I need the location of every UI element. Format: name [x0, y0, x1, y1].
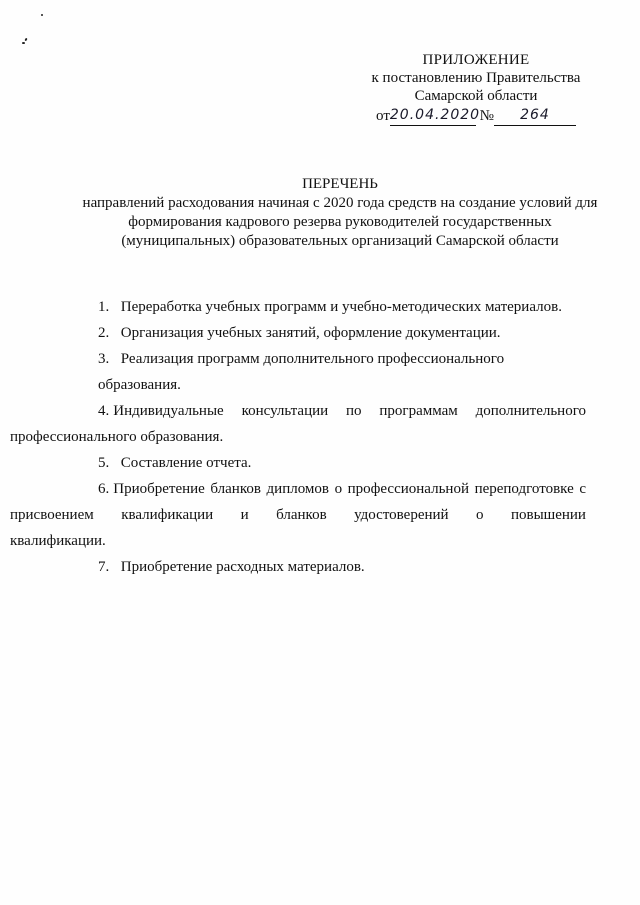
- heading-title: ПЕРЕЧЕНЬ: [302, 176, 378, 192]
- item-first-line: [98, 476, 586, 502]
- word: о: [476, 507, 484, 523]
- list-item: [98, 450, 586, 476]
- item-text-second: [10, 502, 586, 528]
- item-text-first: [113, 398, 586, 424]
- date-field: [389, 107, 481, 126]
- attachment-line-2: Самарской области: [414, 88, 538, 104]
- list-item: [10, 476, 586, 554]
- item-number: 6.: [98, 481, 110, 497]
- list-item: [98, 554, 586, 580]
- list-item: [98, 346, 586, 398]
- item-number: 2.: [98, 325, 110, 341]
- number-field: [494, 107, 576, 126]
- scan-speck: [24, 38, 27, 42]
- word: консультации: [241, 403, 329, 419]
- handwritten-number: 264: [520, 107, 550, 123]
- item-number: 3.: [98, 351, 110, 367]
- from-prefix: от: [376, 108, 390, 124]
- word: о: [334, 481, 343, 497]
- scan-speck: [41, 14, 43, 16]
- list-item: [10, 398, 586, 450]
- attachment-title: ПРИЛОЖЕНИЕ: [422, 52, 530, 68]
- heading-line-3: (муниципальных) образовательных организаций Самарской области: [121, 233, 559, 249]
- item-text-continuation: квалификации.: [10, 533, 106, 549]
- item-text-first: [113, 476, 586, 502]
- word: и: [240, 507, 249, 523]
- word: переподготовке: [474, 481, 574, 497]
- item-text: Реализация программ дополнительного профессионального образования.: [98, 351, 505, 393]
- word: повышении: [510, 507, 586, 523]
- word: с: [579, 481, 586, 497]
- word: квалификации: [121, 507, 214, 523]
- list-item: [98, 294, 586, 320]
- item-text: Переработка учебных программ и учебно-методических материалов.: [120, 299, 562, 315]
- word: дипломов: [266, 481, 329, 497]
- word: бланков: [276, 507, 327, 523]
- word: профессиональной: [347, 481, 469, 497]
- item-number: 1.: [98, 299, 110, 315]
- attachment-block: [350, 51, 602, 126]
- word: дополнительного: [475, 403, 586, 419]
- expense-list: [10, 294, 586, 580]
- list-heading: [60, 175, 620, 251]
- word: Приобретение: [113, 481, 205, 497]
- word: Индивидуальные: [113, 403, 224, 419]
- handwritten-date: 20.04.2020: [389, 107, 481, 123]
- attachment-line-1: к постановлению Правительства: [371, 70, 581, 86]
- item-first-line: [98, 398, 586, 424]
- heading-line-2: формирования кадрового резерва руководителей государственных: [128, 214, 552, 230]
- attachment-reference: [376, 107, 576, 126]
- item-number: 4.: [98, 403, 110, 419]
- number-sign: №: [479, 108, 494, 124]
- word: по: [346, 403, 362, 419]
- item-number: 7.: [98, 559, 110, 575]
- heading-line-1: направлений расходования начиная с 2020 года средств на создание условий для: [82, 195, 598, 211]
- word: удостоверений: [354, 507, 449, 523]
- word: присвоением: [10, 507, 94, 523]
- word: бланков: [210, 481, 261, 497]
- item-text: Приобретение расходных материалов.: [120, 559, 365, 575]
- item-text-continuation: профессионального образования.: [10, 429, 224, 445]
- item-text: Организация учебных занятий, оформление документации.: [120, 325, 501, 341]
- word: программам: [379, 403, 458, 419]
- scan-speck: [22, 42, 25, 44]
- item-number: 5.: [98, 455, 110, 471]
- list-item: [98, 320, 586, 346]
- item-text: Составление отчета.: [120, 455, 252, 471]
